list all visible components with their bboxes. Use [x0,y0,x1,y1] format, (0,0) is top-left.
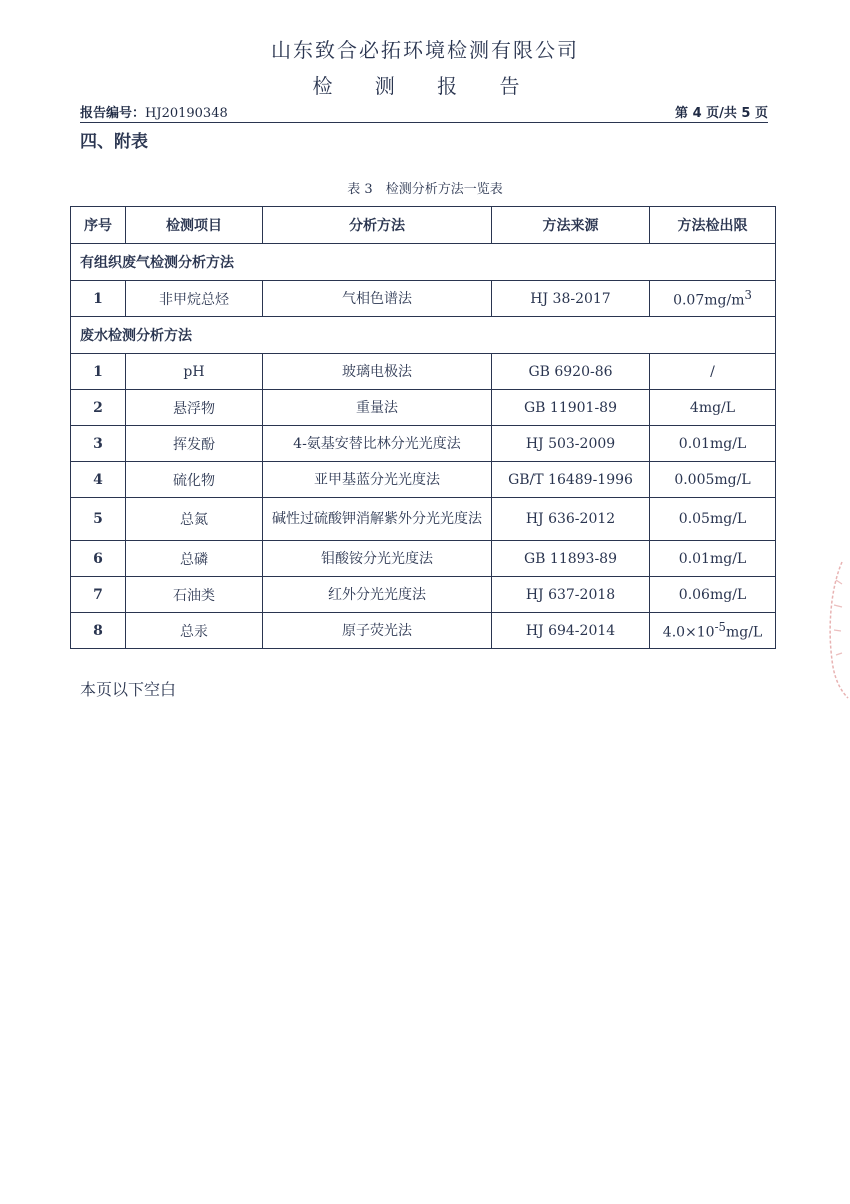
col-header-no: 序号 [71,207,126,244]
cell-limit: 0.01mg/L [650,426,776,462]
cell-source: GB 11901-89 [492,390,650,426]
table-row [71,426,776,462]
cell-limit: / [650,354,776,390]
cell-no: 6 [71,541,126,577]
table-row [71,390,776,426]
cell-source: HJ 503-2009 [492,426,650,462]
cell-no: 1 [71,281,126,317]
group-row [71,317,776,354]
cell-limit [650,281,776,317]
cell-method: 亚甲基蓝分光光度法 [263,462,492,498]
section-title: 四、附表 [80,132,148,152]
table-caption: 表 3 检测分析方法一览表 [347,182,503,197]
cell-limit [650,613,776,649]
limit-value: 4.0×10 [662,624,715,641]
limit-superscript: 3 [744,288,752,303]
table-header-row [71,207,776,244]
report-meta-row [80,102,768,123]
cell-limit: 0.005mg/L [650,462,776,498]
cell-limit: 0.01mg/L [650,541,776,577]
cell-limit: 0.06mg/L [650,577,776,613]
col-header-method: 分析方法 [263,207,492,244]
table-row [71,354,776,390]
blank-page-note: 本页以下空白 [80,680,177,699]
cell-source: HJ 637-2018 [492,577,650,613]
cell-no: 1 [71,354,126,390]
cell-source: HJ 636-2012 [492,498,650,541]
cell-method: 碱性过硫酸钾消解紫外分光光度法 [263,498,492,541]
cell-item: 总汞 [126,613,263,649]
page-indicator: 第 4 页/共 5 页 [675,106,768,121]
cell-source: GB 6920-86 [492,354,650,390]
cell-source: GB 11893-89 [492,541,650,577]
cell-method: 玻璃电极法 [263,354,492,390]
cell-no: 3 [71,426,126,462]
table-row [71,462,776,498]
cell-limit: 4mg/L [650,390,776,426]
report-number-label: 报告编号： [80,106,146,121]
table-row [71,541,776,577]
cell-method: 气相色谱法 [263,281,492,317]
limit-unit: mg/L [725,624,763,641]
cell-item: 悬浮物 [126,390,263,426]
col-header-source: 方法来源 [492,207,650,244]
report-number-value: HJ20190348 [145,106,228,121]
cell-item: 挥发酚 [126,426,263,462]
limit-superscript: -5 [714,620,726,635]
cell-source: HJ 694-2014 [492,613,650,649]
cell-item: 石油类 [126,577,263,613]
table-row [71,613,776,649]
limit-value: 0.07mg/m [673,292,745,309]
table-row [71,498,776,541]
cell-method: 钼酸铵分光光度法 [263,541,492,577]
group-title: 废水检测分析方法 [71,317,776,354]
col-header-item: 检测项目 [126,207,263,244]
document-title: 检 测 报 告 [312,74,538,98]
table-row [71,577,776,613]
methods-table [70,206,776,649]
cell-item: 硫化物 [126,462,263,498]
group-row [71,244,776,281]
cell-no: 2 [71,390,126,426]
cell-source: GB/T 16489-1996 [492,462,650,498]
cell-method: 原子荧光法 [263,613,492,649]
cell-no: 4 [71,462,126,498]
cell-no: 7 [71,577,126,613]
cell-no: 8 [71,613,126,649]
cell-limit: 0.05mg/L [650,498,776,541]
cell-method: 红外分光光度法 [263,577,492,613]
cell-item: 总磷 [126,541,263,577]
report-number [80,102,228,121]
seal-stamp-fragment [822,560,850,700]
cell-no: 5 [71,498,126,541]
cell-source: HJ 38-2017 [492,281,650,317]
cell-item: pH [126,354,263,390]
cell-method: 4-氨基安替比林分光光度法 [263,426,492,462]
table-row [71,281,776,317]
cell-method: 重量法 [263,390,492,426]
cell-item: 非甲烷总烃 [126,281,263,317]
company-name: 山东致合必拓环境检测有限公司 [271,38,579,62]
cell-item: 总氮 [126,498,263,541]
col-header-limit: 方法检出限 [650,207,776,244]
group-title: 有组织废气检测分析方法 [71,244,776,281]
